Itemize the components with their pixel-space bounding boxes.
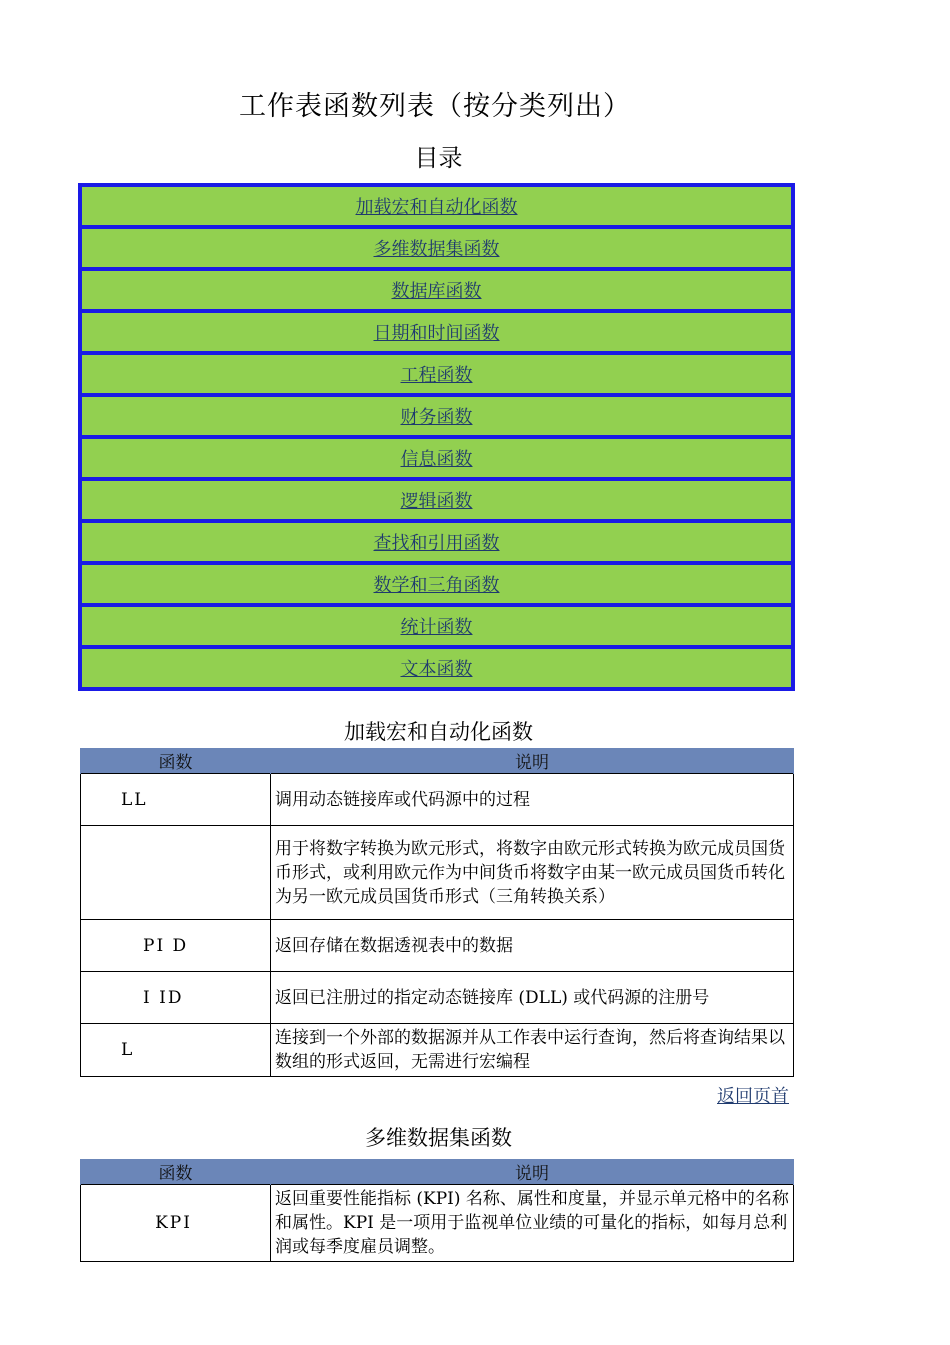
toc-item bbox=[82, 187, 791, 225]
function-description: 连接到一个外部的数据源并从工作表中运行查询，然后将查询结果以数组的形式返回，无需进行宏编程 bbox=[271, 1024, 794, 1077]
function-description: 用于将数字转换为欧元形式，将数字由欧元形式转换为欧元成员国货币形式，或利用欧元作为中间货币将数字由某一欧元成员国货币转化为另一欧元成员国货币形式（三角转换关系） bbox=[271, 826, 794, 920]
toc-link-information[interactable]: 信息函数 bbox=[400, 449, 473, 470]
function-name bbox=[81, 826, 271, 920]
toc-item bbox=[82, 481, 791, 519]
toc-link-engineering[interactable]: 工程函数 bbox=[400, 365, 473, 386]
function-name: KPI bbox=[81, 1185, 271, 1262]
function-description: 返回已注册过的指定动态链接库 (DLL) 或代码源的注册号 bbox=[271, 972, 794, 1024]
back-to-top-link[interactable]: 返回页首 bbox=[717, 1086, 789, 1107]
table-row bbox=[81, 972, 794, 1024]
toc-link-lookup[interactable]: 查找和引用函数 bbox=[373, 533, 500, 554]
table-row bbox=[81, 774, 794, 826]
toc-link-logical[interactable]: 逻辑函数 bbox=[400, 491, 473, 512]
function-name: L bbox=[81, 1024, 271, 1077]
table-row bbox=[81, 1185, 794, 1262]
toc-link-math[interactable]: 数学和三角函数 bbox=[373, 575, 500, 596]
addin-functions-table bbox=[80, 748, 794, 1077]
toc-link-datetime[interactable]: 日期和时间函数 bbox=[373, 323, 500, 344]
column-header-function: 函数 bbox=[81, 748, 271, 774]
toc-link-cube[interactable]: 多维数据集函数 bbox=[373, 239, 500, 260]
function-description: 调用动态链接库或代码源中的过程 bbox=[271, 774, 794, 826]
toc-link-statistical[interactable]: 统计函数 bbox=[400, 617, 473, 638]
toc-link-financial[interactable]: 财务函数 bbox=[400, 407, 473, 428]
function-name: I ID bbox=[81, 972, 271, 1024]
toc-item bbox=[82, 439, 791, 477]
function-description: 返回存储在数据透视表中的数据 bbox=[271, 920, 794, 972]
table-row bbox=[81, 1024, 794, 1077]
toc-item bbox=[82, 523, 791, 561]
toc-heading: 目录 bbox=[414, 144, 463, 172]
function-name: PI D bbox=[81, 920, 271, 972]
toc-item bbox=[82, 649, 791, 687]
column-header-description: 说明 bbox=[271, 748, 794, 774]
section-title-addin: 加载宏和自动化函数 bbox=[344, 720, 533, 744]
page-title: 工作表函数列表（按分类列出） bbox=[239, 91, 631, 122]
cube-functions-table bbox=[80, 1159, 794, 1262]
section-title-cube: 多维数据集函数 bbox=[365, 1126, 512, 1150]
table-row bbox=[81, 826, 794, 920]
toc-item bbox=[82, 397, 791, 435]
column-header-description: 说明 bbox=[271, 1159, 794, 1185]
table-of-contents bbox=[78, 183, 795, 691]
toc-item bbox=[82, 355, 791, 393]
toc-item bbox=[82, 565, 791, 603]
toc-link-addin[interactable]: 加载宏和自动化函数 bbox=[355, 197, 518, 218]
back-to-top bbox=[717, 1082, 789, 1108]
column-header-function: 函数 bbox=[81, 1159, 271, 1185]
toc-item bbox=[82, 607, 791, 645]
table-row bbox=[81, 920, 794, 972]
table-header-row bbox=[81, 1159, 794, 1185]
table-header-row bbox=[81, 748, 794, 774]
toc-item bbox=[82, 229, 791, 267]
toc-item bbox=[82, 271, 791, 309]
function-description: 返回重要性能指标 (KPI) 名称、属性和度量，并显示单元格中的名称和属性。KPI 是一项用于监视单位业绩的可量化的指标，如每月总利润或每季度雇员调整。 bbox=[271, 1185, 794, 1262]
function-name: LL bbox=[81, 774, 271, 826]
toc-link-text[interactable]: 文本函数 bbox=[400, 659, 473, 680]
toc-link-database[interactable]: 数据库函数 bbox=[391, 281, 482, 302]
toc-item bbox=[82, 313, 791, 351]
